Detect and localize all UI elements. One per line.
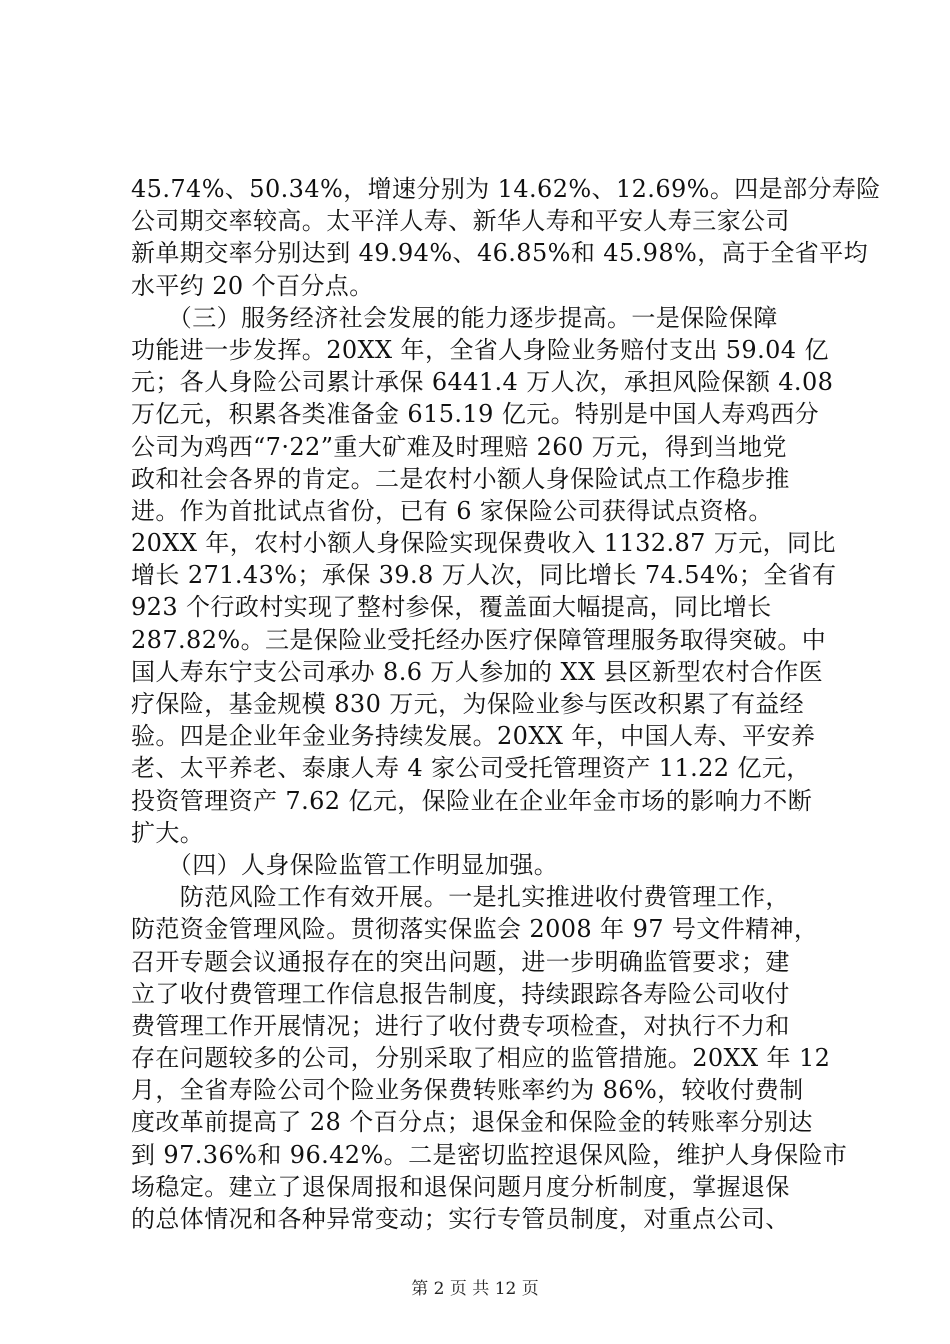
text-line: 扩大。 (131, 818, 205, 847)
text-line: 功能进一步发挥。20XX 年，全省人身险业务赔付支出 59.04 亿 (131, 335, 829, 364)
text-line: 万亿元，积累各类准备金 615.19 亿元。特别是中国人寿鸡西分 (131, 400, 820, 429)
text-line: 存在问题较多的公司，分别采取了相应的监管措施。20XX 年 12 (131, 1044, 831, 1073)
text-line: 投资管理资产 7.62 亿元，保险业在企业年金市场的影响力不断 (131, 786, 813, 815)
text-line: 防范风险工作有效开展。一是扎实推进收付费管理工作， (131, 883, 790, 912)
text-line: 疗保险，基金规模 830 万元，为保险业参与医改积累了有益经 (131, 690, 805, 718)
page-number-footer: 第 2 页 共 12 页 (411, 1279, 539, 1299)
text-line: 元；各人身险公司累计承保 6441.4 万人次，承担风险保额 4.08 (131, 368, 834, 397)
text-line: 防范资金管理风险。贯彻落实保监会 2008 年 97 号文件精神， (131, 915, 819, 944)
text-line: 增长 271.43%；承保 39.8 万人次，同比增长 74.54%；全省有 (131, 561, 837, 590)
text-line: 公司为鸡西“7·22”重大矿难及时理赔 260 万元，得到当地党 (131, 432, 787, 461)
text-line: 公司期交率较高。太平洋人寿、新华人寿和平安人寿三家公司 (131, 207, 790, 236)
text-line: 20XX 年，农村小额人身保险实现保费收入 1132.87 万元，同比 (131, 529, 836, 558)
text-line: 验。四是企业年金业务持续发展。20XX 年，中国人寿、平安养 (131, 722, 816, 751)
text-line: 费管理工作开展情况；进行了收付费专项检查，对执行不力和 (131, 1011, 790, 1040)
text-line: 场稳定。建立了退保周报和退保问题月度分析制度，掌握退保 (131, 1172, 790, 1201)
text-line: 老、太平养老、泰康人寿 4 家公司受托管理资产 11.22 亿元， (131, 754, 811, 783)
text-line: 923 个行政村实现了整村参保，覆盖面大幅提高，同比增长 (131, 593, 772, 622)
text-line: 月，全省寿险公司个险业务保费转账率约为 86%，较收付费制 (131, 1076, 804, 1105)
section-heading-line: （四）人身保险监管工作明显加强。 (131, 850, 559, 879)
text-line: 的总体情况和各种异常变动；实行专管员制度，对重点公司、 (131, 1205, 790, 1233)
text-line: 度改革前提高了 28 个百分点；退保金和保险金的转账率分别达 (131, 1108, 813, 1137)
text-line: 287.82%。三是保险业受托经办医疗保障管理服务取得突破。中 (131, 625, 827, 654)
text-line: 进。作为首批试点省份，已有 6 家保险公司获得试点资格。 (131, 496, 773, 525)
text-line: 立了收付费管理工作信息报告制度，持续跟踪各寿险公司收付 (131, 979, 790, 1008)
text-line: 新单期交率分别达到 49.94%、46.85%和 45.98%，高于全省平均 (131, 239, 868, 268)
body-text (131, 173, 881, 1235)
text-line: 水平约 20 个百分点。 (131, 271, 374, 300)
section-heading-line: （三）服务经济社会发展的能力逐步提高。一是保险保障 (131, 303, 778, 332)
text-line: 政和社会各界的肯定。二是农村小额人身保险试点工作稳步推 (131, 464, 790, 493)
text-line: 到 97.36%和 96.42%。二是密切监控退保风险，维护人身保险市 (131, 1140, 848, 1169)
text-line: 45.74%、50.34%，增速分别为 14.62%、12.69%。四是部分寿险 (131, 175, 881, 203)
text-line: 召开专题会议通报存在的突出问题，进一步明确监管要求；建 (131, 947, 790, 976)
text-line: 国人寿东宁支公司承办 8.6 万人参加的 XX 县区新型农村合作医 (131, 657, 824, 686)
